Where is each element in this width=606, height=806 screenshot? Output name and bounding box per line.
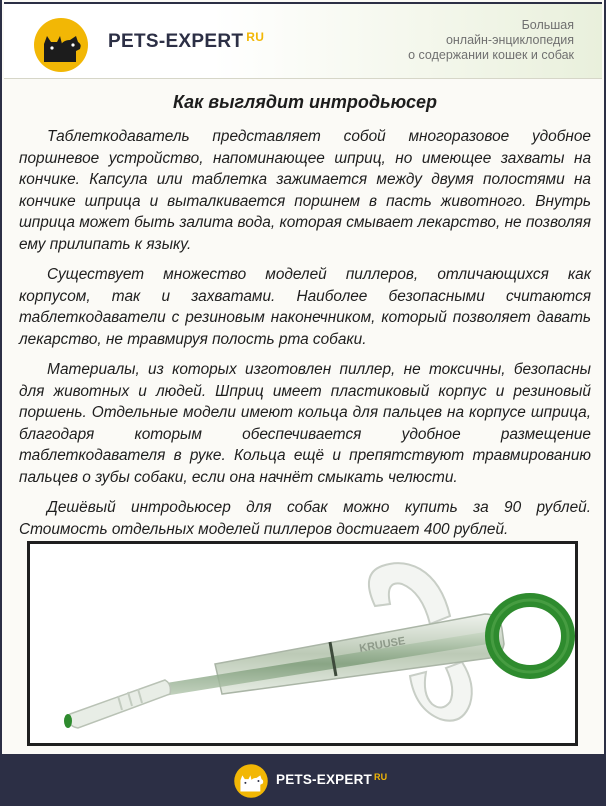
footer-brand-name: PETS-EXPERT (276, 772, 372, 787)
footer (0, 754, 606, 806)
tagline-line: Большая (521, 18, 574, 32)
article-paragraph: Дешёвый интродьюсер для собак можно купить за 90 рублей. Стоимость отдельных моделей пиллеров достигает 400 рублей. (19, 499, 591, 538)
article-paragraph: Материалы, из которых изготовлен пиллер, не токсичны, безопасны для животных и людей. Шприц имеет пластиковый корпус и резиновый поршень. Отдельные модели имеют кольца для пальцев на корпусе шприца, благодаря которым обеспечивается удобное размещение таблеткодавателя в руке. Кольца ещё и препятствуют травмированию пальцев о зубы собаки, если она начнёт смыкать челюсти. (19, 360, 591, 486)
tagline-line: онлайн-энциклопедия (445, 33, 574, 47)
upper-finger-loop (369, 563, 450, 624)
article-paragraph: Таблеткодаватель представляет собой многоразовое удобное поршневое устройство, напоминающее шприц, но имеющее захваты на кончике. Капсула или таблетка зажимается между двумя полостями на кончике шприца и выталкивается поршнем в пасть животного. Внутрь шприца может быть залита вода, которая смывает лекарство, не позволяя ему прилипать к языку. (19, 128, 591, 253)
pill-introducer-illustration (30, 544, 575, 743)
footer-logo-icon (233, 763, 269, 799)
header (4, 2, 602, 79)
barrel-engraving: KRUUSE (358, 635, 407, 655)
footer-brand-tld: RU (373, 772, 388, 782)
tagline (344, 18, 574, 63)
brand-tld: RU (246, 30, 265, 44)
brand-name: PETS-EXPERT (108, 31, 244, 52)
nozzle-tip (64, 714, 72, 728)
footer-brand[interactable] (276, 772, 387, 787)
pill-introducer-photo (27, 541, 578, 746)
lower-finger-loop (410, 662, 472, 721)
logo-icon (32, 16, 90, 74)
article-body (19, 126, 591, 549)
article-title: Как выглядит интродьюсер (173, 92, 437, 112)
brand-logo-text[interactable] (108, 30, 264, 53)
tagline-line: о содержании кошек и собак (408, 48, 574, 62)
article-paragraph: Существует множество моделей пиллеров, отличающихся как корпусом, так и захватами. Наиболее безопасными считаются таблеткодаватели с резиновым наконечником, который позволяет давать лекарство, не травмируя полость рта собаки. (19, 266, 591, 348)
